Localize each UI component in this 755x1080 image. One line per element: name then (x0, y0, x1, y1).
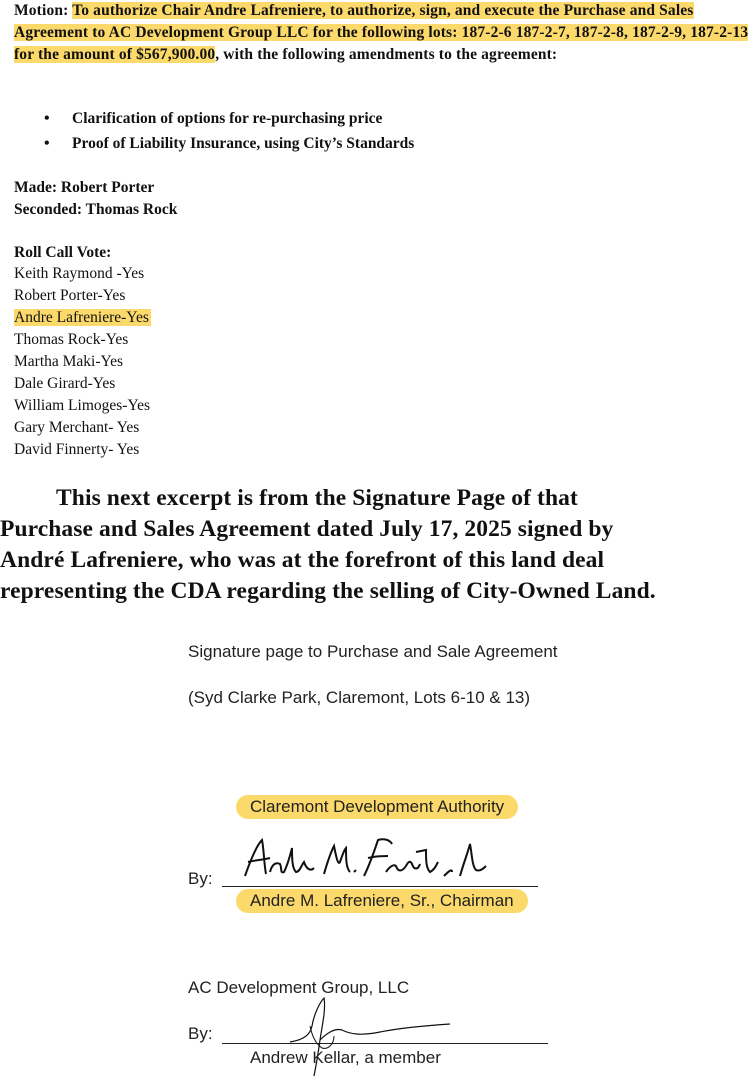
signature-page-title: Signature page to Purchase and Sale Agreement (188, 642, 558, 661)
motion-paragraph (14, 0, 754, 66)
excerpt-line: This next excerpt is from the Signature Page of that (56, 485, 578, 511)
motion-highlighted-text: To authorize Chair Andre Lafreniere, to authorize, sign, and execute the Purchase and Sales Agreement to AC Development Group LLC for the following lots: 187-2-6 187-2-7, 187-2-8, 187-2-9, 187-2-13 for the amount of $567,900.00 (14, 2, 749, 63)
excerpt-line: Purchase and Sales Agreement dated July 17, 2025 signed by (0, 516, 614, 542)
made-by: Made: Robert Porter (14, 179, 155, 196)
roll-call-title: Roll Call Vote: (14, 244, 112, 261)
party2-by-label: By: (188, 1024, 213, 1043)
vote-item: William Limoges-Yes (14, 397, 151, 414)
amendments-list (0, 106, 414, 156)
vote-item: Keith Raymond -Yes (14, 265, 145, 282)
excerpt-line: André Lafreniere, who was at the forefront of this land deal (0, 547, 605, 573)
seconded-by: Seconded: Thomas Rock (14, 201, 178, 218)
vote-item: Andre Lafreniere-Yes (14, 309, 149, 326)
signature-page-subtitle: (Syd Clarke Park, Claremont, Lots 6-10 & 13) (188, 688, 531, 707)
motion-tail-text: , with the following amendments to the agreement: (215, 46, 558, 63)
list-item: • Proof of Liability Insurance, using City’s Standards (0, 131, 414, 156)
vote-item: David Finnerty- Yes (14, 441, 140, 458)
excerpt-heading (0, 483, 755, 607)
motion-label: Motion: (14, 2, 69, 19)
made-seconded (14, 177, 177, 221)
party1-by-label: By: (188, 869, 213, 888)
party1-signature-line (222, 886, 538, 887)
party2-signer: Andrew Kellar, a member (250, 1048, 441, 1067)
excerpt-line: representing the CDA regarding the selling of City-Owned Land. (0, 578, 656, 604)
vote-item: Robert Porter-Yes (14, 287, 126, 304)
party1-signer: Andre M. Lafreniere, Sr., Chairman (236, 889, 528, 913)
vote-item: Martha Maki-Yes (14, 353, 124, 370)
party2-name: AC Development Group, LLC (188, 978, 410, 997)
list-item: • Clarification of options for re-purchasing price (0, 106, 414, 131)
party1-signature (240, 836, 490, 882)
roll-call-votes (14, 263, 152, 461)
vote-item: Gary Merchant- Yes (14, 419, 140, 436)
vote-item: Dale Girard-Yes (14, 375, 116, 392)
vote-item: Thomas Rock-Yes (14, 331, 129, 348)
party1-name: Claremont Development Authority (236, 795, 518, 819)
